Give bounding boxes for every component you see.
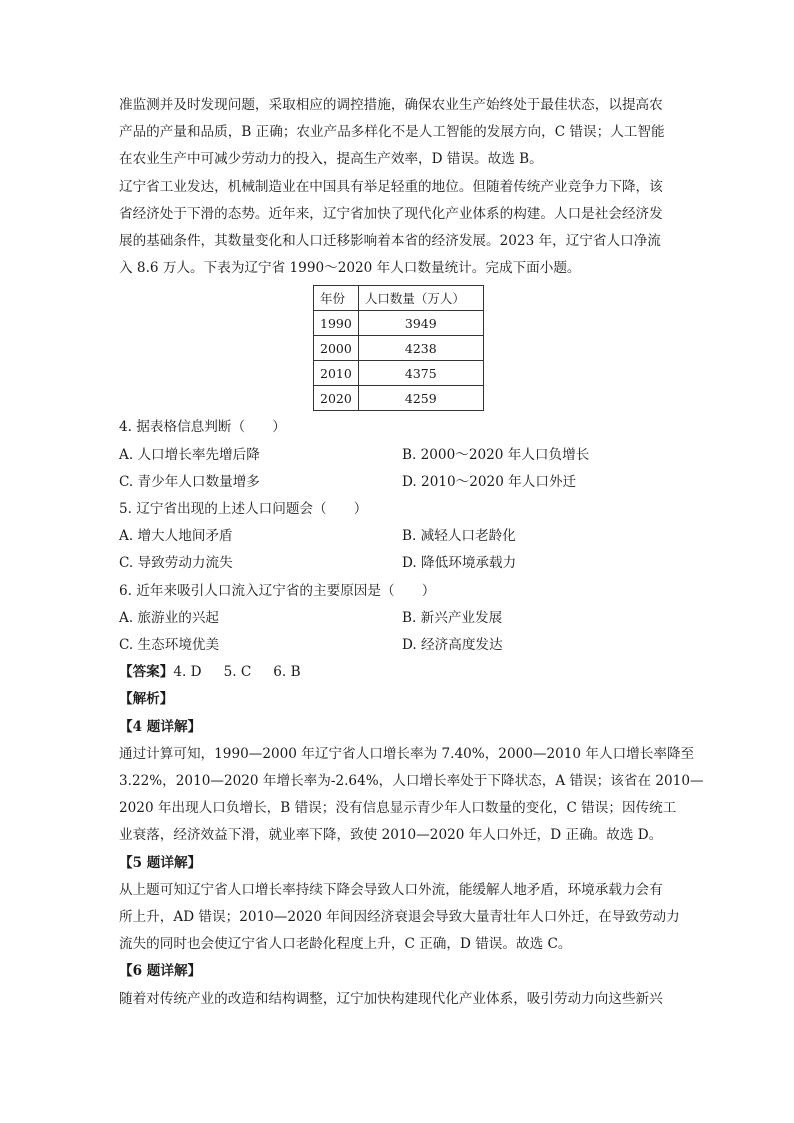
header-population: 人口数量（万人） (358, 286, 483, 311)
option-c: C. 生态环境优美 (119, 637, 220, 654)
option-d: D. 降低环境承载力 (402, 555, 517, 572)
text-line: 准监测并及时发现问题，采取相应的调控措施，确保农业生产始终处于最佳状态，以提高农 (119, 97, 663, 113)
analysis-label: 【解析】 (119, 691, 174, 708)
text-line: 在农业生产中可减少劳动力的投入，提高生产效率，D 错误。故选 B。 (119, 151, 543, 168)
option-b: B. 2000～2020 年人口负增长 (402, 446, 590, 463)
question-stem: 6. 近年来吸引人口流入辽宁省的主要原因是（ ） (119, 582, 436, 599)
text-line: 展的基础条件，其数量变化和人口迁移影响着本省的经济发展。2023 年，辽宁省人口净流 (119, 233, 661, 250)
option-b: B. 减轻人口老龄化 (402, 528, 516, 545)
text-line: 从上题可知辽宁省人口增长率持续下降会导致人口外流，能缓解人地矛盾，环境承载力会有 (119, 881, 663, 898)
text-line: 所上升，AD 错误；2010—2020 年间因经济衰退会导致大量青壮年人口外迁，在导致劳动力 (119, 909, 680, 926)
cell-year: 1990 (314, 311, 359, 336)
option-c: C. 导致劳动力流失 (119, 555, 233, 572)
previous-analysis (119, 92, 679, 174)
detail-4 (119, 714, 704, 850)
text-line: 通过计算可知，1990—2000 年辽宁省人口增长率为 7.40%，2000—2010 年人口增长率降至 (119, 745, 695, 762)
detail-title: 【6 题详解】 (119, 963, 202, 980)
table-row (314, 386, 484, 411)
text-line: 省经济处于下滑的态势。近年来，辽宁省加快了现代化产业体系的构建。人口是社会经济发 (119, 205, 663, 222)
option-b: B. 新兴产业发展 (402, 609, 503, 626)
option-row (119, 632, 679, 659)
question-6 (119, 578, 679, 660)
text-line: 辽宁省工业发达，机械制造业在中国具有举足轻重的地位。但随着传统产业竞争力下降，该 (119, 178, 663, 195)
option-a: A. 增大人地间矛盾 (119, 528, 233, 545)
document-page (119, 92, 704, 1013)
option-row (119, 523, 679, 550)
option-row (119, 550, 679, 577)
cell-population: 4375 (358, 361, 483, 386)
detail-title: 【5 题详解】 (119, 854, 202, 871)
cell-year: 2020 (314, 386, 359, 411)
option-c: C. 青少年人口数量增多 (119, 473, 260, 490)
cell-year: 2000 (314, 336, 359, 361)
detail-6 (119, 958, 679, 1012)
option-d: D. 2010～2020 年人口外迁 (402, 473, 577, 490)
text-line: 2020 年出现人口负增长，B 错误；没有信息显示青少年人口数量的变化，C 错误；因传统工 (119, 800, 677, 817)
question-4 (119, 414, 679, 496)
text-line: 产品的产量和品质，B 正确；农业产品多样化不是人工智能的发展方向，C 错误；人工智能 (119, 124, 665, 141)
header-year: 年份 (314, 286, 359, 311)
text-line: 入 8.6 万人。下表为辽宁省 1990～2020 年人口数量统计。完成下面小题。 (119, 260, 581, 277)
option-row (119, 605, 679, 632)
answer-line (119, 659, 679, 686)
cell-population: 4259 (358, 386, 483, 411)
text-line: 随着对传统产业的改造和结构调整，辽宁加快构建现代化产业体系，吸引劳动力向这些新兴 (119, 990, 663, 1007)
text-line: 业衰落，经济效益下滑，就业率下降，致使 2010—2020 年人口外迁，D 正确。故选 D。 (119, 827, 663, 844)
table-header-row (314, 286, 484, 311)
cell-population: 3949 (358, 311, 483, 336)
option-a: A. 旅游业的兴起 (119, 609, 220, 626)
table-row (314, 336, 484, 361)
option-a: A. 人口增长率先增后降 (119, 446, 260, 463)
text-line: 3.22%，2010—2020 年增长率为-2.64%，人口增长率处于下降状态，A 错误；该省在 2010— (119, 773, 704, 790)
text-line: 流失的同时也会使辽宁省人口老龄化程度上升，C 正确，D 错误。故选 C。 (119, 936, 572, 953)
option-row (119, 442, 679, 469)
question-stem: 5. 辽宁省出现的上述人口问题会（ ） (119, 501, 368, 518)
population-table (313, 285, 484, 411)
cell-year: 2010 (314, 361, 359, 386)
table-row (314, 361, 484, 386)
option-d: D. 经济高度发达 (402, 637, 503, 654)
answer-item: 6. B (273, 664, 301, 681)
material-paragraph (119, 174, 679, 283)
detail-title: 【4 题详解】 (119, 718, 202, 735)
question-5 (119, 496, 679, 578)
answer-item: 5. C (223, 664, 252, 681)
answer-label: 【答案】 (119, 664, 174, 681)
table-row (314, 311, 484, 336)
answer-item: 4. D (173, 664, 202, 681)
detail-5 (119, 850, 679, 959)
option-row (119, 469, 679, 496)
cell-population: 4238 (358, 336, 483, 361)
question-stem: 4. 据表格信息判断（ ） (119, 419, 286, 436)
